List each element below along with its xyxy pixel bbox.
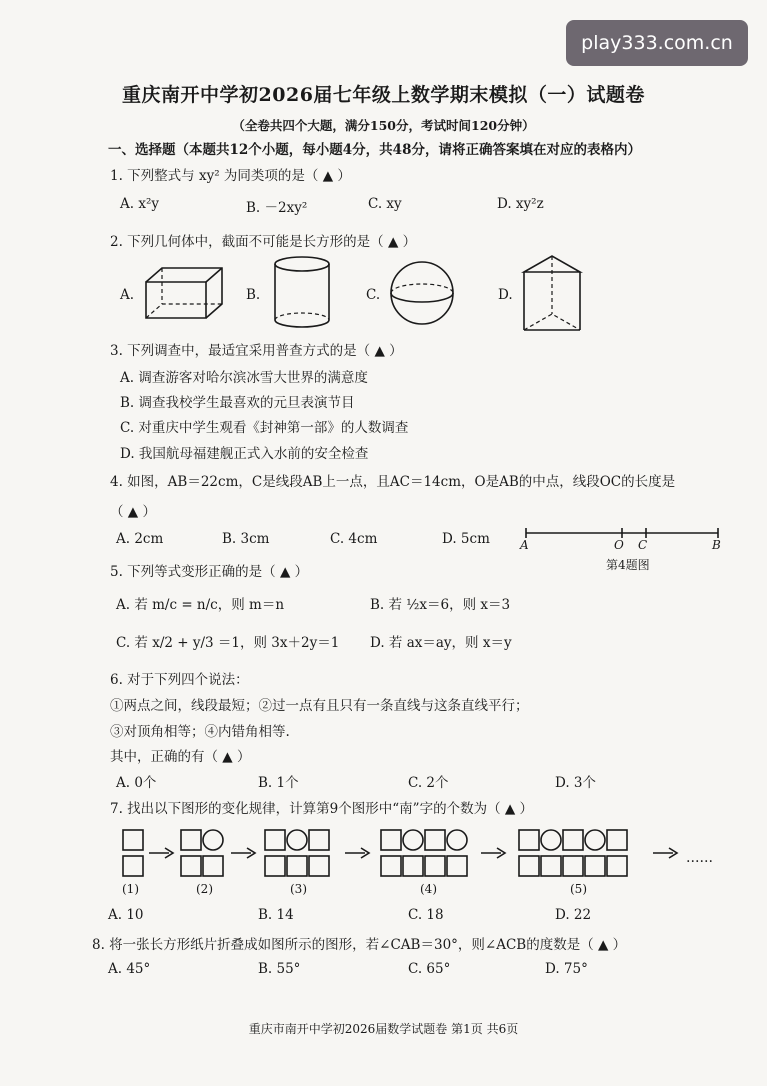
q5-option-a: A. 若 m/c = n/c，则 m＝n [116, 597, 285, 613]
question-8-stem: 8. 将一张长方形纸片折叠成如图所示的图形，若∠CAB＝30°，则∠ACB的度数是（ ▲ ） [92, 937, 627, 953]
q3-option-b: B. 调查我校学生最喜欢的元旦表演节目 [120, 395, 355, 411]
q2-option-c: C. [366, 287, 381, 303]
q7-figure-label: (1) [122, 882, 139, 896]
point-a-label: A [520, 538, 529, 552]
q6-option-d: D. 3个 [555, 775, 597, 791]
question-3-stem: 3. 下列调查中，最适宜采用普查方式的是（ ▲ ） [110, 343, 403, 359]
triangular-prism-figure [518, 250, 586, 336]
q7-option-b: B. 14 [258, 907, 294, 923]
exam-info: （全卷共四个大题，满分150分，考试时间120分钟） [232, 118, 535, 133]
section-heading: 一、选择题（本题共12个小题，每小题4分，共48分，请将正确答案填在对应的表格内） [108, 142, 641, 158]
q7-ellipsis: …… [686, 850, 713, 866]
q8-option-a: A. 45° [108, 961, 151, 977]
question-6-statements-2: ③对顶角相等；④内错角相等. [110, 724, 290, 740]
q7-figure-label: (3) [290, 882, 307, 896]
question-6-statements-1: ①两点之间，线段最短；②过一点有且只有一条直线与这条直线平行； [110, 698, 529, 714]
q1-option-b: B. －2xy² [246, 200, 308, 216]
q2-option-b: B. [246, 287, 261, 303]
question-1-stem: 1. 下列整式与 xy² 为同类项的是（ ▲ ） [110, 168, 351, 184]
q1-option-d: D. xy²z [497, 196, 544, 212]
q2-option-a: A. [120, 287, 135, 303]
q4-option-c: C. 4cm [330, 531, 378, 547]
q6-option-a: A. 0个 [116, 775, 157, 791]
question-6-stem: 6. 对于下列四个说法： [110, 672, 249, 688]
q3-option-d: D. 我国航母福建舰正式入水前的安全检查 [120, 446, 369, 462]
question-5-stem: 5. 下列等式变形正确的是（ ▲ ） [110, 564, 309, 580]
figure-4-caption: 第4题图 [606, 558, 650, 572]
q2-option-d: D. [498, 287, 513, 303]
sphere-figure [386, 258, 458, 328]
point-c-label: C [638, 538, 648, 552]
q1-option-c: C. xy [368, 196, 402, 212]
q1-option-a: A. x²y [120, 196, 159, 212]
point-o-label: O [614, 538, 624, 552]
q7-option-d: D. 22 [555, 907, 592, 923]
q5-option-b: B. 若 ½x＝6，则 x＝3 [370, 597, 511, 613]
q8-option-b: B. 55° [258, 961, 301, 977]
q6-option-b: B. 1个 [258, 775, 299, 791]
q5-option-d: D. 若 ax＝ay，则 x＝y [370, 635, 512, 651]
page-title: 重庆南开中学初2026届七年级上数学期末模拟（一）试题卷 [122, 84, 645, 106]
q4-option-a: A. 2cm [116, 531, 164, 547]
q7-figure-label: (5) [570, 882, 587, 896]
page-footer: 重庆市南开中学初2026届数学试题卷 第1页 共6页 [248, 1022, 519, 1036]
q7-option-c: C. 18 [408, 907, 444, 923]
question-4-stem: 4. 如图，AB＝22cm，C是线段AB上一点，且AC＝14cm，O是AB的中点，线段OC的长度是 [110, 474, 676, 490]
q7-figure-label: (4) [420, 882, 437, 896]
watermark-badge: play333.com.cn [566, 20, 748, 66]
q7-figure-label: (2) [196, 882, 213, 896]
cuboid-figure [140, 262, 228, 324]
q8-option-d: D. 75° [545, 961, 588, 977]
q3-option-a: A. 调查游客对哈尔滨冰雪大世界的满意度 [120, 370, 368, 386]
q6-option-c: C. 2个 [408, 775, 449, 791]
cylinder-figure [270, 254, 334, 332]
q4-option-d: D. 5cm [442, 531, 490, 547]
q3-option-c: C. 对重庆中学生观看《封神第一部》的人数调查 [120, 420, 409, 436]
q5-option-c: C. 若 x/2 + y/3 ＝1，则 3x＋2y＝1 [116, 635, 340, 651]
question-2-stem: 2. 下列几何体中，截面不可能是长方形的是（ ▲ ） [110, 234, 417, 250]
question-4-blank: （ ▲ ） [110, 504, 156, 520]
question-7-stem: 7. 找出以下图形的变化规律，计算第9个图形中“南”字的个数为（ ▲ ） [110, 801, 534, 817]
q4-option-b: B. 3cm [222, 531, 270, 547]
question-6-prompt: 其中，正确的有（ ▲ ） [110, 749, 251, 765]
q8-option-c: C. 65° [408, 961, 451, 977]
point-b-label: B [712, 538, 721, 552]
q7-option-a: A. 10 [108, 907, 144, 923]
q7-pattern-figure [115, 826, 715, 882]
